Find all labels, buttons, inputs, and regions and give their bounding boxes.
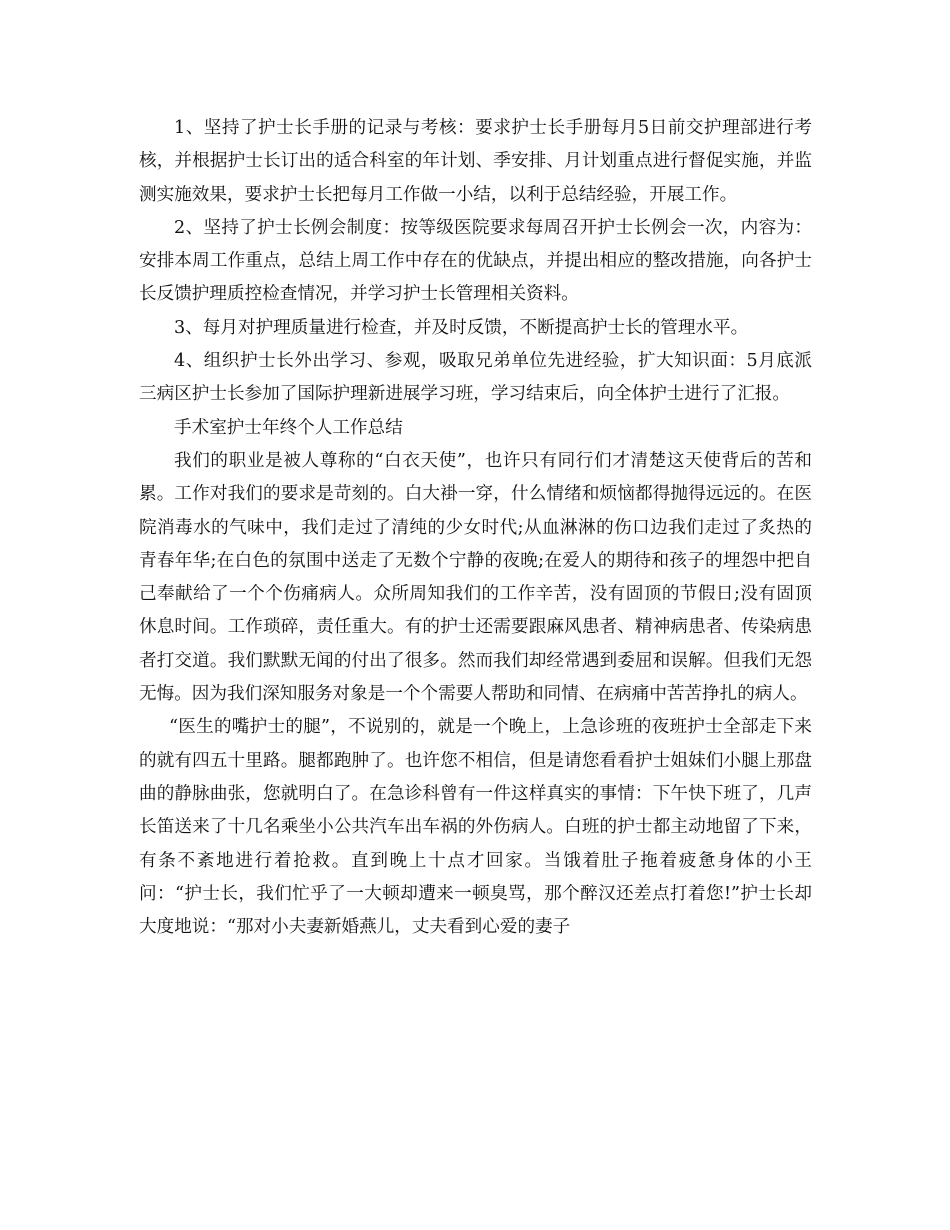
section-heading: 手术室护士年终个人工作总结 <box>174 417 403 438</box>
paragraph-doctor-mouth-nurse-legs: “医生的嘴护士的腿”，不说别的，就是一个晚上，上急诊班的夜班护士全部走下来的就有四五十里路。腿都跑肿了。也许您不相信，但是请您看看护士姐妹们小腿上那盘曲的静脉曲张，您就明白了。在急诊科曾有一件这样真实的事情：下午快下班了，几声长笛送来了十几名乘坐小公共汽车出车祸的外伤病人。白班的护士都主动地留了下来，有条不紊地进行着抢救。直到晚上十点才回家。当饿着肚子拖着疲惫身体的小王问：“护士长，我们忙乎了一大顿却遭来一顿臭骂，那个醉汉还差点打着您!”护士长却大度地说：“那对小夫妻新婚燕儿，丈夫看到心爱的妻子 <box>139 717 812 938</box>
paragraph-angel-in-white: 我们的职业是被人尊称的“白衣天使”，也许只有同行们才清楚这天使背后的苦和累。工作对我们的要求是苛刻的。白大褂一穿，什么情绪和烦恼都得抛得远远的。在医院消毒水的气味中，我们走过了清纯的少女时代;从血淋淋的伤口边我们走过了炙热的青春年华;在白色的氛围中送走了无数个宁静的夜晚;在爱人的期待和孩子的埋怨中把自己奉献给了一个个伤痛病人。众所周知我们的工作辛苦，没有固顶的节假日;没有固顶休息时间。工作琐碎，责任重大。有的护士还需要跟麻风患者、精神病患者、传染病患者打交道。我们默默无闻的付出了很多。然而我们却经常遇到委屈和误解。但我们无怨无悔。因为我们深知服务对象是一个个需要人帮助和同情、在病痛中苦苦挣扎的病人。 <box>139 450 812 705</box>
paragraph-monthly-inspection: 3、每月对护理质量进行检查，并及时反馈，不断提高护士长的管理水平。 <box>174 317 749 338</box>
paragraph-external-study: 4、组织护士长外出学习、参观，吸取兄弟单位先进经验，扩大知识面：5月底派三病区护士长参加了国际护理新进展学习班，学习结束后，向全体护士进行了汇报。 <box>139 351 812 405</box>
paragraph-weekly-meeting: 2、坚持了护士长例会制度：按等级医院要求每周召开护士长例会一次，内容为：安排本周工作重点，总结上周工作中存在的优缺点，并提出相应的整改措施，向各护士长反馈护理质控检查情况，并学习护士长管理相关资料。 <box>139 217 812 305</box>
document-page <box>139 112 812 944</box>
paragraph-handbook-assessment: 1、坚持了护士长手册的记录与考核：要求护士长手册每月5日前交护理部进行考核，并根据护士长订出的适合科室的年计划、季安排、月计划重点进行督促实施，并监测实施效果，要求护士长把每月工作做一小结，以利于总结经验，开展工作。 <box>139 118 812 205</box>
